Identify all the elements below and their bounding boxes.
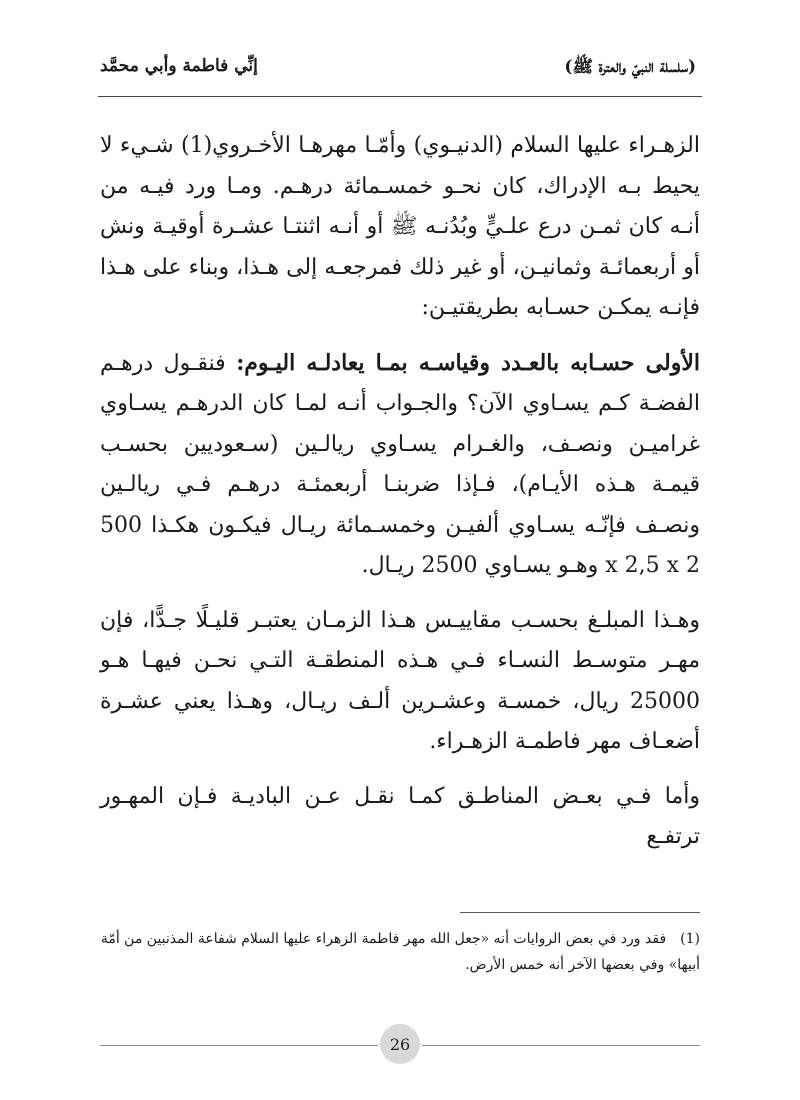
paragraph-2-lead: الأولى حسـابه بالعـدد وقياسـه بمـا يعادلـه اليـوم: xyxy=(236,349,700,376)
book-title: إنِّي فاطمة وأبي محمَّد xyxy=(100,56,258,76)
paragraph-4: وأما فـي بعـض المناطـق كمـا نقـل عـن الباديـة فـإن المهـور ترتفـع xyxy=(100,783,700,849)
main-text xyxy=(100,126,700,872)
page-number-line-right xyxy=(422,1045,700,1046)
paragraph-2-text: فنقـول درهـم الفضـة كـم يسـاوي الآن؟ والجـواب أنـه لمـا كان الدرهـم يسـاوي غراميـن ونصـف، والغـرام يسـاوي ريالـين (سـعوديين بحسـب قيمـة هـذه الأيـام)، فـإذا ضربنـا أربعمئـة درهـم فـي ريالـين ونصـف فإنّـه يسـاوي ألفيـن وخمسـمائة ريـال فيكـون هكـذا 500 x 2,5 x 2 وهـو يسـاوي 2500 ريـال. xyxy=(100,350,700,578)
paragraph-2 xyxy=(100,343,700,587)
page-number: 26 xyxy=(380,1024,420,1064)
header-divider xyxy=(98,96,702,97)
paragraph-3: وهـذا المبلـغ بحسـب مقاييـس هـذا الزمـان يعتبـر قليـلًا جـدًّا، فإن مهـر متوسـط النسـاء فـي هـذه المنطقـة التـي نحـن فيهـا هـو 25000 ريال، خمسـة وعشـرين ألـف ريـال، وهـذا يعني عشـرة أضعـاف مهر فاطمـة الزهـراء. xyxy=(100,607,700,754)
series-title: (سلسلة النبيّ والعترة ﷺ) xyxy=(564,57,696,77)
footnote xyxy=(100,926,700,978)
page-number-line-left xyxy=(100,1045,378,1046)
footnote-divider xyxy=(460,912,700,913)
paragraph-1: الزهـراء عليها السلام (الدنيـوي) وأمّـا مهرهـا الأخـروي(1) شـيء لا يحيط بـه الإدراك، كان نحـو خمسـمائة درهـم. ومـا ورد فيـه من أنـه كان ثمـن درع علـيٍّ وبُدُنـه ﷺ أو أنـه اثنتـا عشـرة أوقيـة ونش أو أربعمائـة وثمانيـن، أو غير ذلك فمرجعـه إلى هـذا، وبناء على هـذا فإنـه يمكـن حسـابه بطريقتيـن: xyxy=(100,133,700,320)
footnote-text: فقد ورد في بعض الروايات أنه «جعل الله مهر فاطمة الزهراء عليها السلام شفاعة المذنبين من أمّة أبيها» وفي بعضها الآخر أنه خمس الأرض. xyxy=(100,931,700,973)
footnote-number: (1) xyxy=(680,931,700,947)
